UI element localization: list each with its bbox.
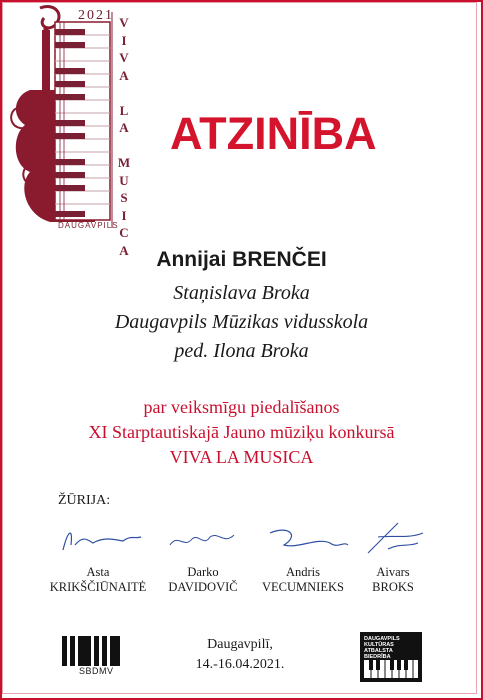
place: Daugavpilī, (207, 637, 273, 652)
reason-line: par veiksmīgu piedalīšanos (143, 397, 340, 417)
dkab-text: DAUGAVPILS KULTŪRAS ATBALSTA BIEDRĪBA (364, 636, 400, 660)
juror: Aivars BROKS (338, 515, 448, 595)
recipient-line: ped. Ilona Broka (174, 340, 309, 362)
juror: Darko DAVIDOVIČ (148, 515, 258, 595)
reason-line: VIVA LA MUSICA (169, 447, 314, 467)
viva-la-musica-logo (0, 0, 160, 258)
logo-city: DAUGAVPILS (58, 221, 119, 230)
recipient-line: Staņislava Broka (173, 282, 310, 304)
certificate-title: ATZINĪBA (170, 108, 377, 159)
jury-label: ŽŪRIJA: (58, 493, 111, 508)
signature-icon (338, 515, 448, 560)
logo-year: 2021 (78, 8, 114, 23)
violin-piano-icon (0, 0, 160, 240)
signature-icon (148, 515, 258, 560)
signature-icon (43, 515, 153, 560)
reason-line: XI Starptautiskajā Jauno mūziķu konkursā (88, 422, 395, 442)
date: 14.-16.04.2021. (195, 657, 285, 672)
logo-vertical-text: V I V A L A M U S I C A (117, 15, 131, 258)
place-date (170, 635, 310, 675)
recipient-name: Annijai BRENČEI (156, 248, 327, 271)
recipient-line: Daugavpils Mūzikas vidusskola (114, 311, 369, 333)
juror: Andris VECUMNIEKS (248, 515, 358, 595)
juror: Asta KRIKŠČIŪNAITĖ (43, 515, 153, 595)
sbdmv-label: SBDMV (79, 666, 114, 676)
